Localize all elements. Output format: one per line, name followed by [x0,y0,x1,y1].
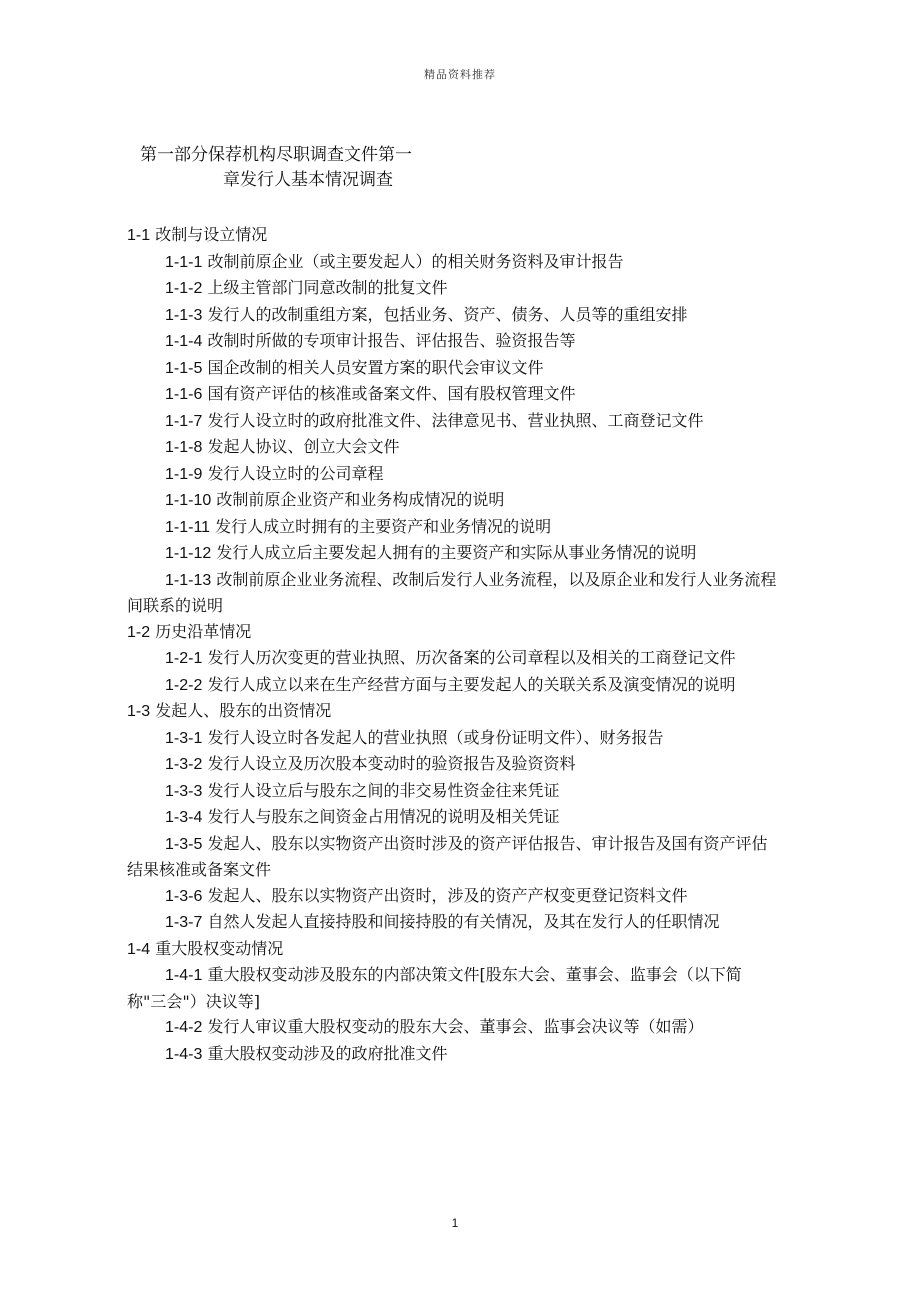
list-item [127,567,777,619]
list-item [127,909,777,936]
section-heading [127,222,777,249]
document-body [127,222,777,1067]
item-number: 1-1-1 [165,253,203,271]
item-number: 1-1-9 [165,465,203,483]
list-item [127,883,777,910]
list-item [127,962,777,1014]
item-text: 发行人的改制重组方案，包括业务、资产、债务、人员等的重组安排 [207,304,688,324]
item-number: 1-1-6 [165,386,203,403]
item-text: 自然人发起人直接持股和间接持股的有关情况，及其在发行人的任职情况 [207,912,720,931]
item-text: 改制前原企业（或主要发起人）的相关财务资料及审计报告 [207,251,624,271]
list-item [127,725,777,752]
list-item [127,408,777,435]
page-header: 精品资料推荐 [424,68,496,81]
item-text: 改制前原企业资产和业务构成情况的说明 [216,490,505,509]
item-text: 重大股权变动涉及股东的内部决策文件[股东大会、董事会、监事会（以下简称"三会"）决议等] [127,965,742,1011]
list-item [127,434,777,461]
list-item [127,328,777,355]
section-title: 改制与设立情况 [155,225,268,244]
item-text: 发起人、股东以实物资产出资时涉及的资产评估报告、审计报告及国有资产评估结果核准或备案文件 [127,833,768,879]
section-number: 1-4 [127,940,151,958]
item-number: 1-3-2 [165,756,203,773]
item-text: 发行人设立后与股东之间的非交易性资金往来凭证 [207,780,560,800]
list-item [127,275,777,302]
item-number: 1-1-10 [165,492,212,509]
item-text: 发行人与股东之间资金占用情况的说明及相关凭证 [207,807,560,826]
item-number: 1-4-1 [165,967,203,984]
section-title: 历史沿革情况 [155,621,252,641]
item-number: 1-2-2 [165,676,203,694]
item-text: 国有资产评估的核准或备案文件、国有股权管理文件 [207,384,576,403]
item-text: 发行人审议重大股权变动的股东大会、董事会、监事会决议等（如需） [207,1017,704,1036]
title-line-2: 章发行人基本情况调查 [223,170,393,190]
item-number: 1-1-12 [165,545,212,562]
title-line-1: 第一部分保荐机构尽职调查文件第一 [140,145,412,165]
list-item [127,804,777,831]
item-number: 1-1-13 [165,571,212,589]
list-item [127,751,777,778]
item-number: 1-3-7 [165,914,203,931]
page-number: 1 [451,1216,459,1230]
item-number: 1-3-6 [165,887,203,905]
item-text: 改制时所做的专项审计报告、评估报告、验资报告等 [207,331,576,350]
item-number: 1-1-7 [165,412,203,430]
document-title [140,143,412,193]
list-item [127,540,777,567]
item-text: 发行人设立时的公司章程 [207,463,384,483]
item-number: 1-1-4 [165,333,203,350]
list-item [127,249,777,276]
section-heading [127,619,777,646]
item-number: 1-4-3 [165,1045,203,1063]
item-number: 1-1-2 [165,280,203,297]
item-number: 1-1-3 [165,306,203,324]
item-text: 发起人、股东以实物资产出资时，涉及的资产产权变更登记资料文件 [207,885,688,905]
item-text: 重大股权变动涉及的政府批准文件 [207,1043,448,1063]
item-number: 1-3-5 [165,835,203,853]
list-item [127,355,777,382]
item-text: 发行人设立时各发起人的营业执照（或身份证明文件）、财务报告 [207,727,664,747]
section-title: 重大股权变动情况 [155,938,284,958]
list-item [127,461,777,488]
item-text: 发行人成立以来在生产经营方面与主要发起人的关联关系及演变情况的说明 [207,674,736,694]
list-item [127,302,777,329]
item-text: 发行人成立时拥有的主要资产和业务情况的说明 [215,516,552,536]
item-text: 发起人协议、创立大会文件 [207,437,400,456]
item-text: 改制前原企业业务流程、改制后发行人业务流程，以及原企业和发行人业务流程间联系的说明 [127,569,777,615]
list-item [127,1041,777,1068]
item-text: 发行人成立后主要发起人拥有的主要资产和实际从事业务情况的说明 [216,543,697,562]
section-heading [127,936,777,963]
section-number: 1-2 [127,623,151,641]
item-number: 1-3-1 [165,729,203,747]
item-number: 1-1-8 [165,439,203,456]
item-text: 发行人设立及历次股本变动时的验资报告及验资资料 [207,754,576,773]
list-item [127,514,777,541]
section-number: 1-3 [127,703,151,720]
list-item [127,1014,777,1041]
item-number: 1-2-1 [165,650,203,667]
section-number: 1-1 [127,227,151,244]
section-heading [127,698,777,725]
list-item [127,645,777,672]
item-number: 1-3-4 [165,809,203,826]
list-item [127,381,777,408]
item-number: 1-3-3 [165,782,203,800]
item-text: 发行人历次变更的营业执照、历次备案的公司章程以及相关的工商登记文件 [207,648,736,667]
section-title: 发起人、股东的出资情况 [155,701,332,720]
item-text: 发行人设立时的政府批准文件、法律意见书、营业执照、工商登记文件 [207,410,704,430]
item-number: 1-4-2 [165,1019,203,1036]
list-item [127,778,777,805]
item-number: 1-1-5 [165,359,203,377]
item-number: 1-1-11 [165,518,211,536]
item-text: 上级主管部门同意改制的批复文件 [207,278,448,297]
item-text: 国企改制的相关人员安置方案的职代会审议文件 [207,357,544,377]
list-item [127,487,777,514]
list-item [127,672,777,699]
list-item [127,831,777,883]
